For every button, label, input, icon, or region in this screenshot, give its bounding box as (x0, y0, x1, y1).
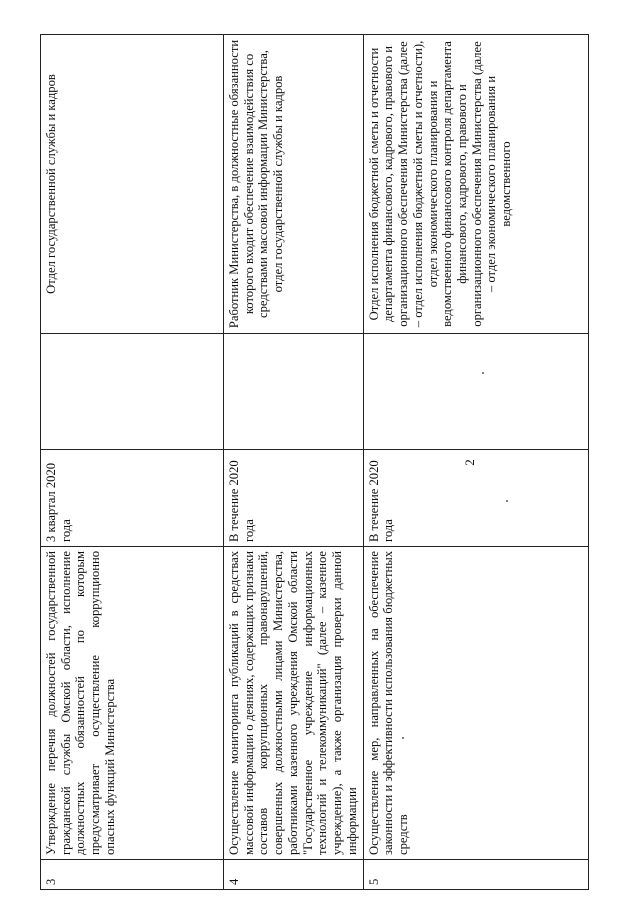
scan-speck (482, 372, 484, 374)
measures-table (40, 34, 589, 890)
page-number: 2 (462, 459, 477, 466)
table-row (224, 35, 364, 890)
row-responsible: Работник Министерства, в должностные обязанности которого входит обеспечение взаимодействия со средствами массовой информации Министерства, отдел государственной службы и кадров (224, 35, 364, 334)
row-responsible: Отдел государственной службы и кадров (41, 35, 224, 334)
table-row (41, 35, 224, 890)
row-number: 5 (363, 860, 588, 890)
row-action: Утверждение перечня должностей государственной гражданской службы Омской области, исполнение должностных обязанностей по которым предусматривает осуществление коррупционно опасных функций Министерства (41, 547, 224, 860)
row-term: 3 квартал 2020 года (41, 450, 224, 547)
row-extra-column (41, 334, 224, 450)
row-responsible: Отдел исполнения бюджетной сметы и отчетности департамента финансового, кадрового, правового и организационного обеспечения Министерства (далее – отдел исполнения бюджетной сметы и отчетности), отдел экономического планирования и ведомственного финансового контроля департамента финансового, кадрового, правового и организационного обеспечения Министерства (далее – отдел экономического планирования и ведомственного (363, 35, 588, 334)
row-action: Осуществление мер, направленных на обеспечение законности и эффективности использования бюджетных средств (363, 547, 588, 860)
row-number: 3 (41, 860, 224, 890)
row-term: В течение 2020 года (363, 450, 588, 547)
row-number: 4 (224, 860, 364, 890)
row-action: Осуществление мониторинга публикаций в средствах массовой информации о деяниях, содержащих признаки составов коррупционных правонарушений, совершенных должностными лицами Министерства, работниками казенного учреждения Омской области "Государственное учреждение информационных технологий и телекоммуникаций" (далее – казенное учреждение), а также организация проверки данной информации (224, 547, 364, 860)
scan-speck (506, 500, 508, 502)
row-extra-column (224, 334, 364, 450)
row-term: В течение 2020 года (224, 450, 364, 547)
rotated-landscape-content (40, 35, 600, 890)
scan-speck (402, 737, 404, 739)
